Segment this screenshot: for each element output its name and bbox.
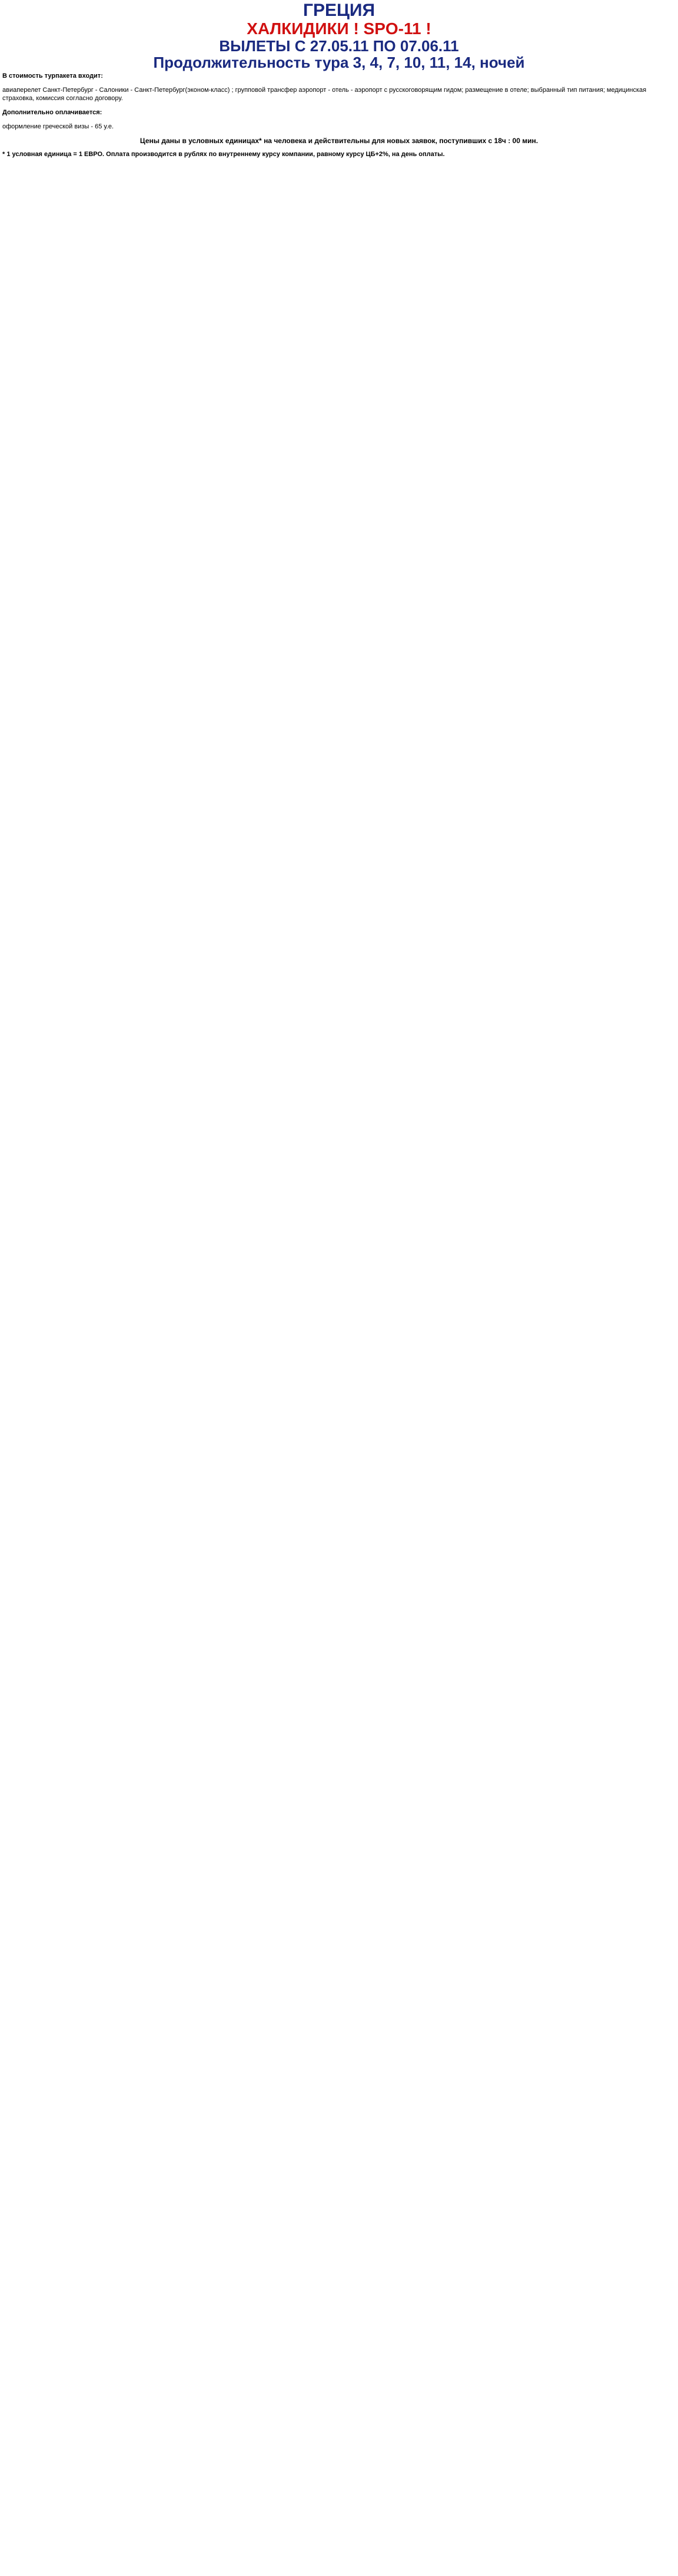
- departure-dates: ВЫЛЕТЫ С 27.05.11 ПО 07.06.11: [219, 37, 459, 55]
- page-header: [0, 0, 678, 71]
- included-title: В стоимость турпакета входит:: [2, 72, 103, 80]
- included-text: авиаперелет Санкт-Петербург - Салоники - Санкт-Петербург(эконом-класс) ; групповой трансфер аэропорт - отель - аэропорт с русскоговорящим гидом; размещение в отеле; выбранный тип питания; медицинская страховка, комиссия согласно договору.: [2, 87, 647, 102]
- country-title: ГРЕЦИЯ: [303, 1, 375, 20]
- extra-text: оформление греческой визы - 65 у.е.: [2, 123, 114, 130]
- price-note: Цены даны в условных единицах* на человека и действительны для новых заявок, поступивших с 18ч : 00 мин.: [139, 137, 539, 145]
- tour-duration: Продолжительность тура 3, 4, 7, 10, 11, 14, ночей: [153, 54, 525, 71]
- included-block: [0, 71, 678, 132]
- offer-title: ХАЛКИДИКИ ! SPO-11 !: [247, 19, 431, 38]
- extra-title: Дополнительно оплачивается:: [2, 109, 102, 116]
- footer-note: * 1 условная единица = 1 ЕВРО. Оплата производится в рублях по внутреннему курсу компании, равному курсу ЦБ+2%, на день оплаты.: [2, 151, 445, 158]
